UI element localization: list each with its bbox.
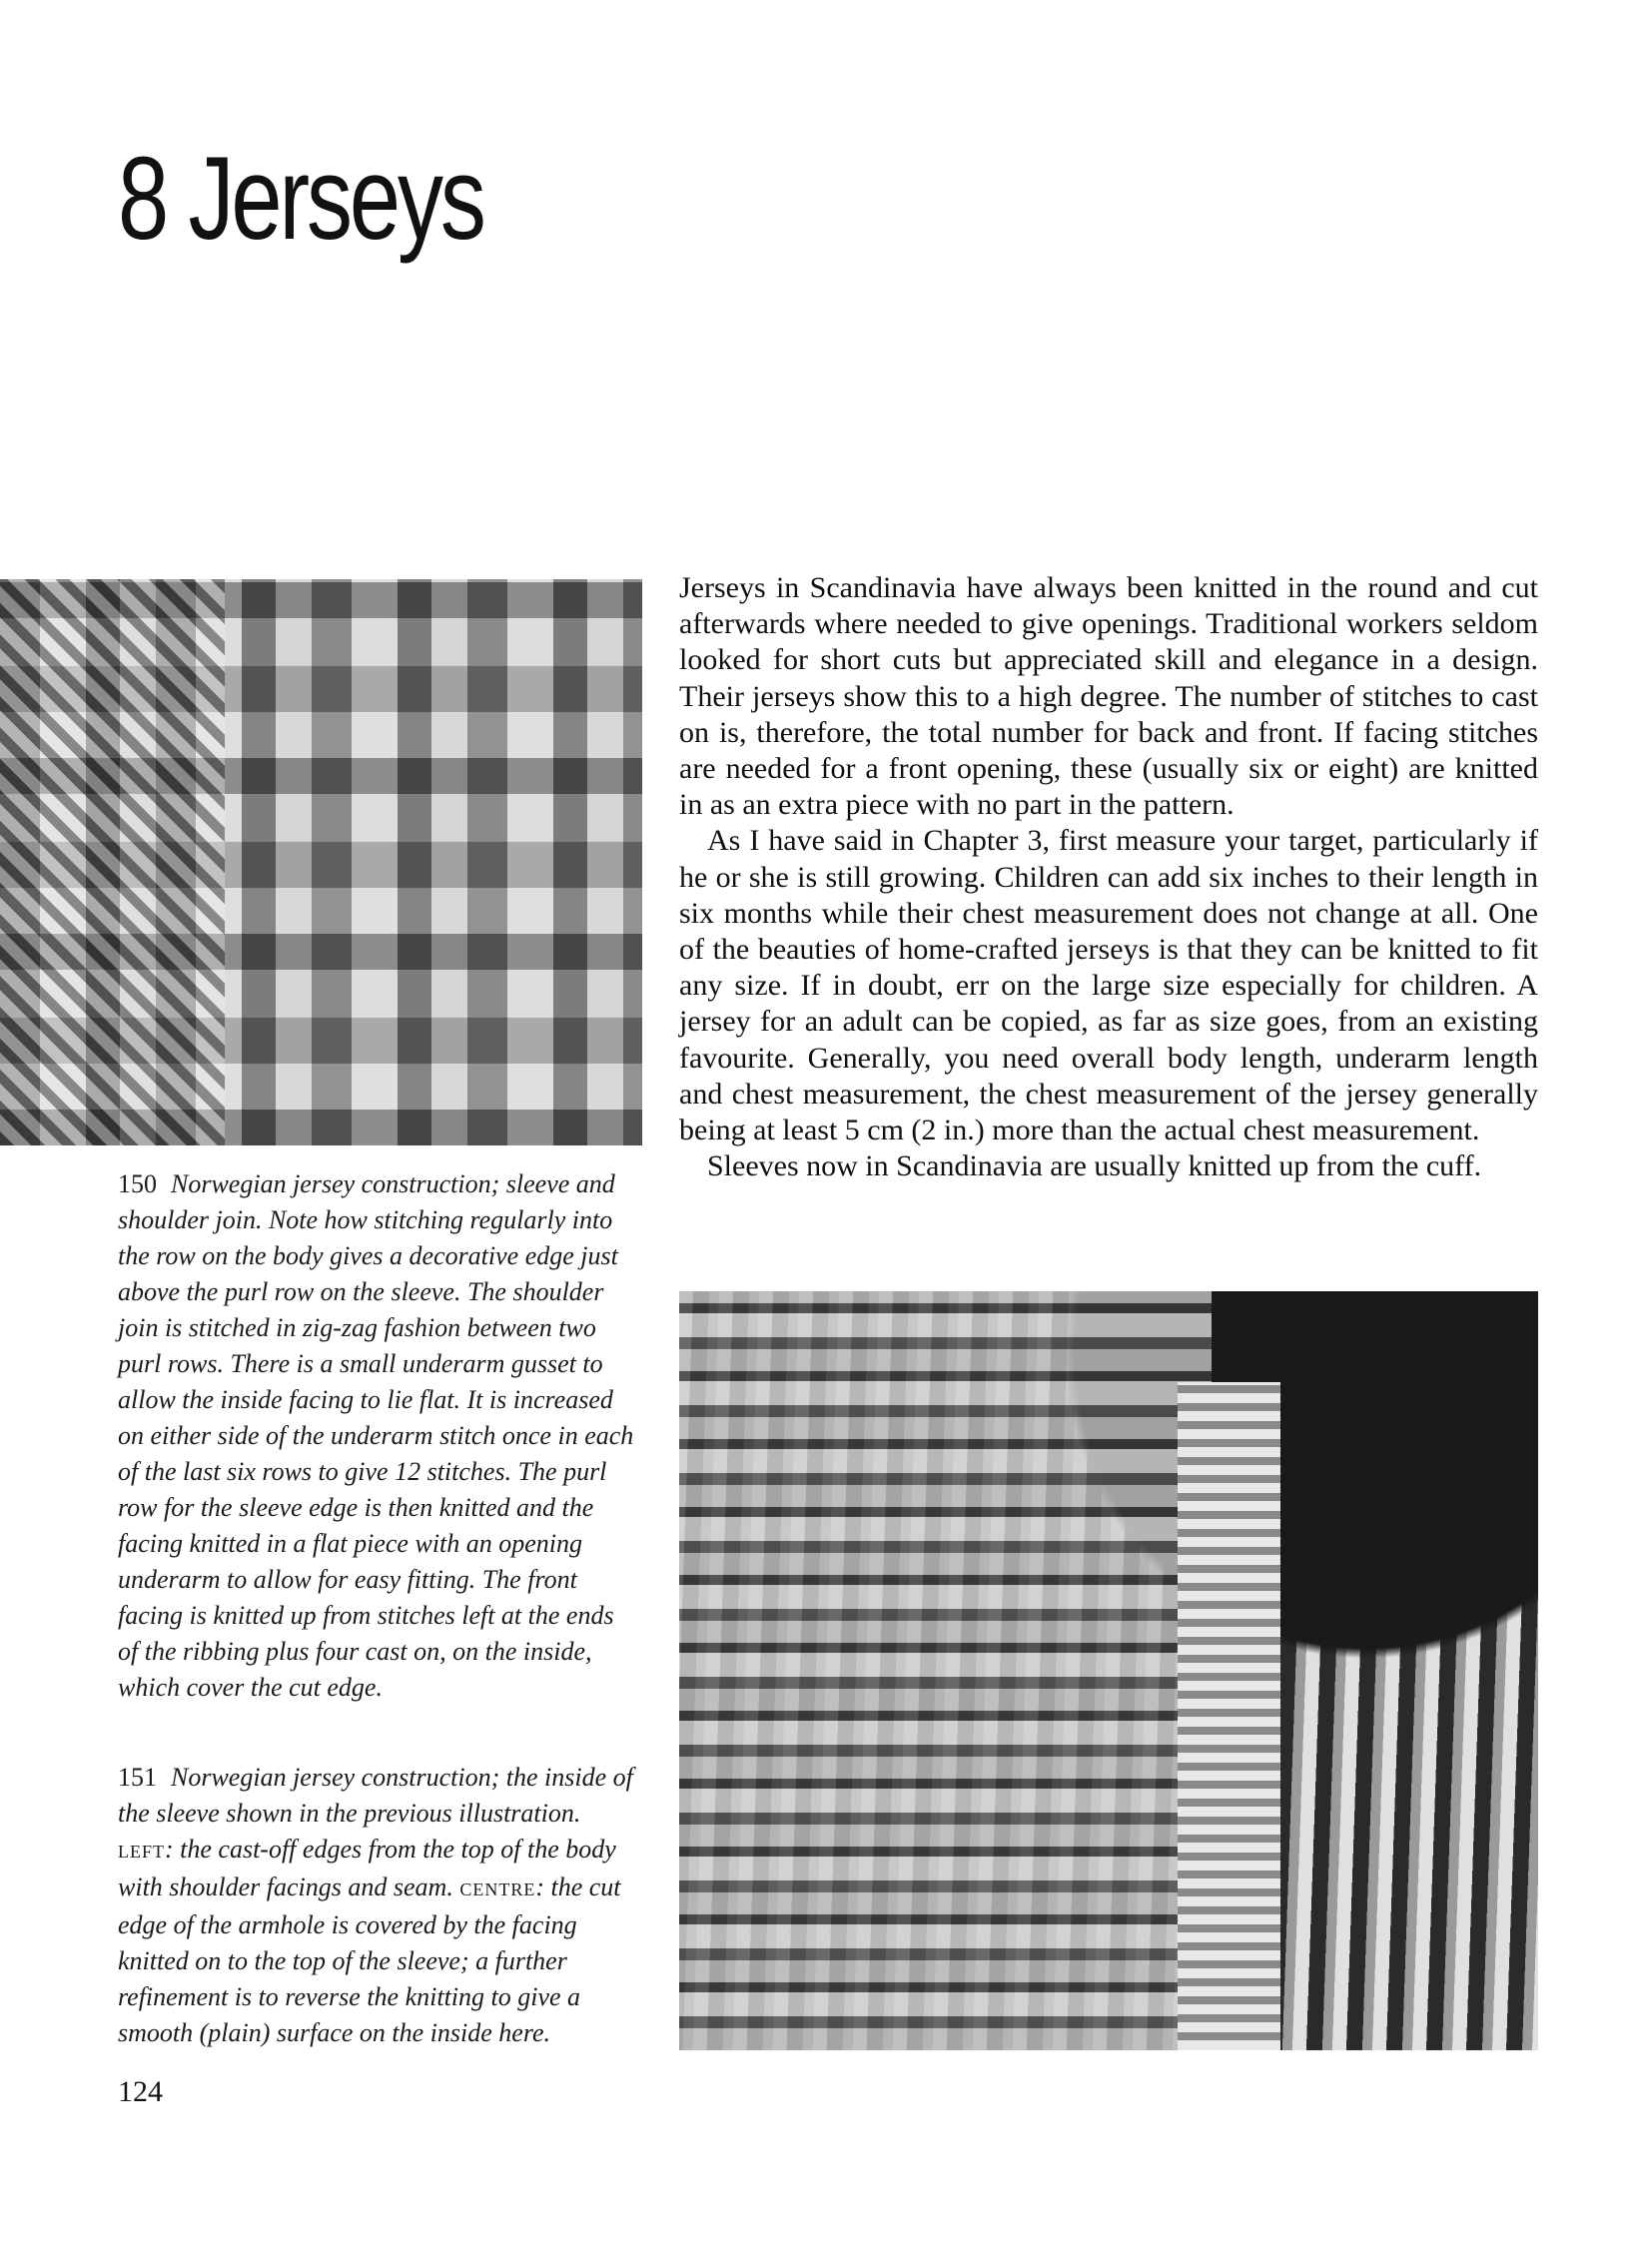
figure-151-number: 151 — [118, 1763, 157, 1792]
figure-151-caption-text: Norwegian jersey construction; the inside of the sleeve shown in the previous illustration. — [118, 1763, 633, 1828]
figure-151-label-centre: CENTRE — [459, 1879, 536, 1899]
figure-151-label-left: LEFT — [118, 1842, 165, 1862]
page-number: 124 — [118, 2075, 163, 2108]
figure-150-number: 150 — [118, 1169, 157, 1198]
body-paragraph: Jerseys in Scandinavia have always been knitted in the round and cut afterwards where needed to give openings. Traditional workers seldom looked for short cuts but appreciated skill and elegance in a design. Their jerseys show this to a high degree. The number of stitches to cast on is, therefore, the total number for back and front. If facing stitches are needed for a front opening, these (usually six or eight) are knitted in as an extra piece with no part in the pattern. — [679, 571, 1538, 822]
body-text — [679, 570, 1538, 1184]
figure-151-photo — [679, 1291, 1538, 2050]
figure-151-caption — [118, 1760, 637, 2051]
figure-151-caption-text: : the cast-off edges from the top of the body with shoulder facings and seam. — [118, 1835, 616, 1901]
figure-150-photo — [0, 579, 642, 1145]
figure-150-caption-text: Norwegian jersey construction; sleeve and shoulder join. Note how stitching regularly into the row on the body gives a decorative edge just above the purl row on the sleeve. The shoulder join is stitched in zig-zag fashion between two purl rows. There is a small underarm gusset to allow the inside facing to lie flat. It is increased on either side of the underarm stitch once in each of the last six rows to give 12 stitches. The purl row for the sleeve edge is then knitted and the facing knitted in a flat piece with an opening underarm to allow for easy fitting. The front facing is knitted up from stitches left at the ends of the ribbing plus four cast on, on the inside, which cover the cut edge. — [118, 1169, 634, 1702]
chapter-title: 8 Jerseys — [118, 133, 483, 265]
figure-151-caption-text: : the cut edge of the armhole is covered by the facing knitted on to the top of the sleeve; a further refinement is to reverse the knitting to give a smooth (plain) surface on the inside here. — [118, 1873, 621, 2047]
body-paragraph: As I have said in Chapter 3, first measure your target, particularly if he or she is still growing. Children can add six inches to their length in six months while their chest measurement does not change at all. One of the beauties of home-crafted jerseys is that they can be knitted to fit any size. If in doubt, err on the large size especially for children. A jersey for an adult can be copied, as far as size goes, from an existing favourite. Generally, you need overall body length, underarm length and chest measurement, the chest measurement of the jersey generally being at least 5 cm (2 in.) more than the actual chest measurement. — [679, 824, 1538, 1147]
body-paragraph: Sleeves now in Scandinavia are usually knitted up from the cuff. — [707, 1149, 1482, 1183]
figure-150-caption — [118, 1166, 637, 1706]
